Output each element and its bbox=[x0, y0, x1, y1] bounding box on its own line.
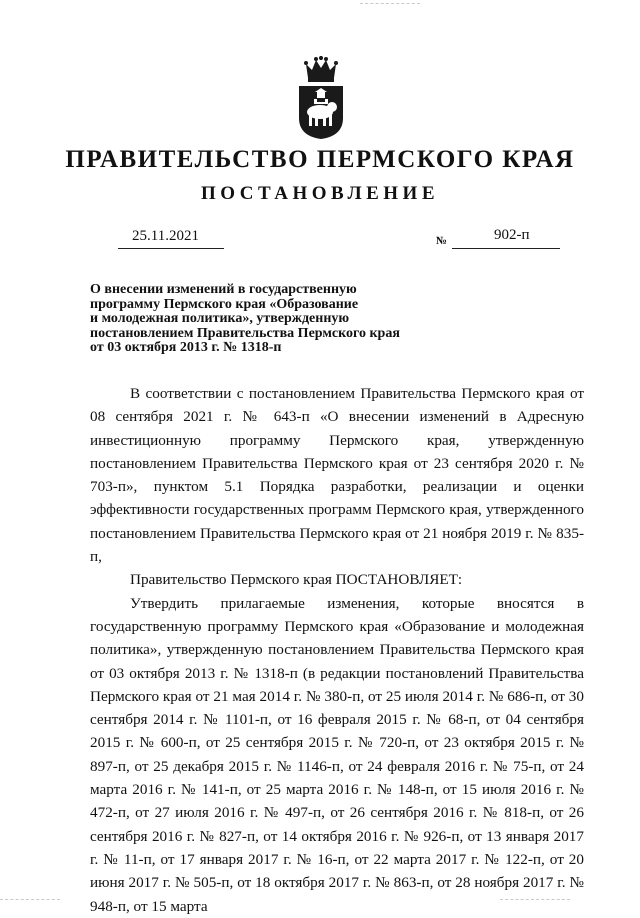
coat-of-arms-icon bbox=[295, 56, 347, 140]
document-heading bbox=[90, 283, 430, 356]
document-date: 25.11.2021 bbox=[132, 228, 199, 244]
date-underline bbox=[118, 248, 224, 249]
crown-icon bbox=[304, 56, 338, 82]
resolution-statement: Правительство Пермского края ПОСТАНОВЛЯЕТ: bbox=[130, 571, 463, 589]
body-paragraph: Утвердить прилагаемые изменения, которые вносятся в государственную программу Пермского края «Образование и молодежная политика», утвержденную постановлением Правительства Пермского края от 03 октября 2013 г. № 1318-п (в редакции постановлений Правительства Пермского края от 21 мая 2014 г. № 380-п, от 25 июля 2014 г. № 686-п, от 30 сентября 2014 г. № 1101-п, от 16 февраля 2015 г. № 68-п, от 04 сентября 2015 г. № 600-п, от 25 сентября 2015 г. № 720-п, от 23 октября 2015 г. № 897-п, от 25 декабря 2015 г. № 1146-п, от 24 февраля 2016 г. № 75-п, от 24 марта 2016 г. № 141-п, от 25 марта 2016 г. № 148-п, от 15 июля 2016 г. № 472-п, от 27 июля 2016 г. № 497-п, от 26 сентября 2016 г. № 818-п, от 26 сентября 2016 г. № 827-п, от 14 октября 2016 г. № 926-п, от 13 января 2017 г. № 11-п, от 17 января 2017 г. № 16-п, от 22 марта 2017 г. № 122-п, от 20 июня 2017 г. № 505-п, от 18 октября 2017 г. № 863-п, от 28 ноября 2017 г. № 948-п, от 15 марта bbox=[90, 594, 584, 915]
heading-line: программу Пермского края «Образование bbox=[90, 296, 359, 312]
document-number: 902-п bbox=[494, 227, 530, 243]
scan-edge-mark bbox=[0, 899, 60, 900]
page-title: ПРАВИТЕЛЬСТВО ПЕРМСКОГО КРАЯ bbox=[65, 146, 575, 173]
number-sign: № bbox=[436, 235, 448, 247]
document-body bbox=[90, 382, 584, 918]
heading-line: и молодежная политика», утвержденную bbox=[90, 311, 350, 326]
scan-edge-mark bbox=[360, 3, 420, 4]
heading-line: от 03 октября 2013 г. № 1318-п bbox=[90, 340, 282, 355]
number-underline bbox=[452, 248, 560, 249]
document-type: ПОСТАНОВЛЕНИЕ bbox=[200, 183, 440, 204]
heading-line: постановлением Правительства Пермского края bbox=[90, 325, 400, 341]
body-paragraph: В соответствии с постановлением Правительства Пермского края от 08 сентября 2021 г. № 643-п «О внесении изменений в Адресную инвестиционную программу Пермского края, утвержденную постановлением Правительства Пермского края от 23 сентября 2020 г. № 703-п», пунктом 5.1 Порядка разработки, реализации и оценки эффективности государственных программ Пермского края, утвержденного постановлением Правительства Пермского края от 21 ноября 2019 г. № 835-п, bbox=[90, 385, 584, 566]
scan-edge-mark bbox=[500, 899, 570, 900]
heading-line: О внесении изменений в государственную bbox=[90, 282, 357, 297]
